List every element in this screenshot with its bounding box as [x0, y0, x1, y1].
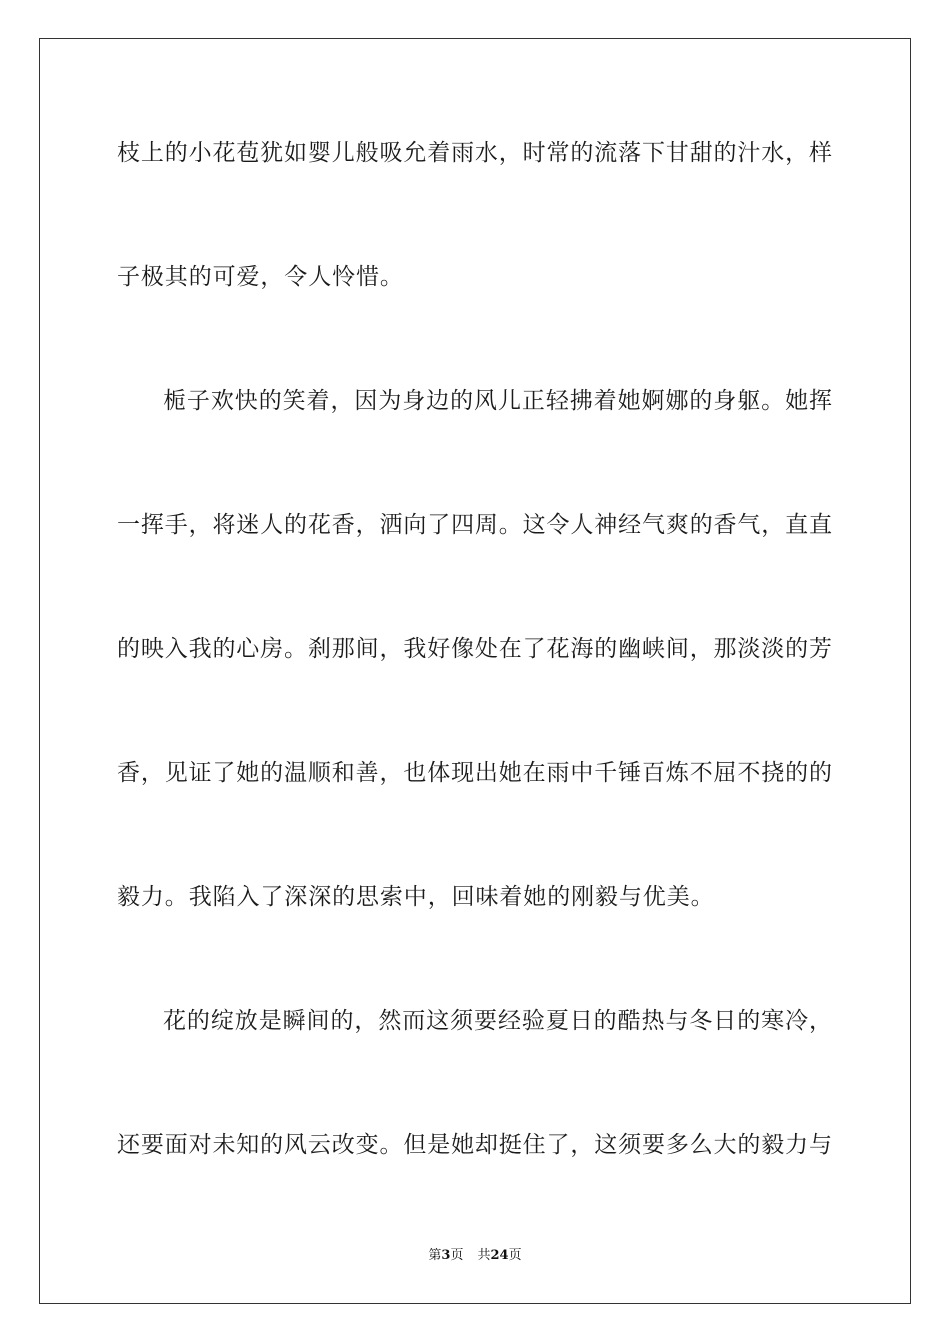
total-pages: 24	[490, 1248, 509, 1263]
page-number: 3	[441, 1248, 451, 1263]
page-suffix: 页	[450, 1248, 464, 1263]
total-prefix: 共	[477, 1248, 491, 1263]
text-line-2: 子极其的可爱，令人怜惜。	[117, 264, 404, 290]
text-line-5: 的映入我的心房。刹那间，我好像处在了花海的幽峡间，那淡淡的芳	[117, 636, 832, 662]
page-prefix: 第	[428, 1248, 442, 1263]
text-line-8: 花的绽放是瞬间的，然而这须要经验夏日的酷热与冬日的寒冷，	[163, 1008, 832, 1034]
text-line-9: 还要面对未知的风云改变。但是她却挺住了，这须要多么大的毅力与	[117, 1132, 832, 1158]
text-line-6: 香，见证了她的温顺和善，也体现出她在雨中千锤百炼不屈不挠的的	[117, 760, 832, 786]
text-line-3: 栀子欢快的笑着，因为身边的风儿正轻拂着她婀娜的身躯。她挥	[163, 388, 832, 414]
text-line-4: 一挥手，将迷人的花香，洒向了四周。这令人神经气爽的香气，直直	[117, 512, 832, 538]
page-footer	[0, 1247, 950, 1265]
text-line-7: 毅力。我陷入了深深的思索中，回味着她的刚毅与优美。	[117, 884, 715, 910]
total-suffix: 页	[508, 1248, 522, 1263]
text-line-1: 枝上的小花苞犹如婴儿般吸允着雨水，时常的流落下甘甜的汁水，样	[117, 140, 832, 166]
page-border	[39, 38, 911, 1304]
